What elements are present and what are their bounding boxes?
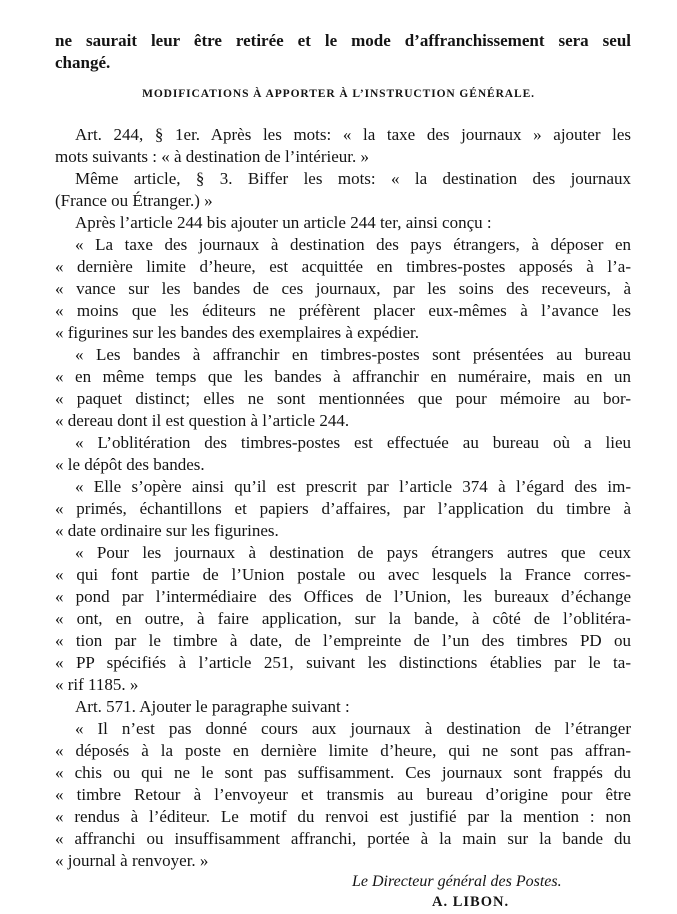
body-line: « PP spécifiés à l’article 251, suivant les distinctions établies par le ta-	[55, 653, 631, 672]
body-line: « dernière limite d’heure, est acquittée en timbres-postes apposés à l’a-	[55, 257, 631, 276]
body-line: « rif 1185. »	[55, 675, 139, 694]
body-line: « Pour les journaux à destination de pays étrangers autres que ceux	[75, 543, 631, 562]
body-line: « chis ou qui ne le sont pas suffisamment. Ces journaux sont frappés du	[55, 763, 631, 782]
body-line: Même article, § 3. Biffer les mots: « la destination des journaux	[75, 169, 631, 188]
body-line: Art. 244, § 1er. Après les mots: « la taxe des journaux » ajouter les	[75, 125, 631, 144]
body-line: « Les bandes à affranchir en timbres-postes sont présentées au bureau	[75, 345, 631, 364]
body-line: « rendus à l’éditeur. Le motif du renvoi est justifié par la mention : non	[55, 807, 631, 826]
body-line: Art. 571. Ajouter le paragraphe suivant :	[75, 697, 350, 716]
body-line: « ont, en outre, à faire application, sur la bande, à côté de l’oblitéra-	[55, 609, 631, 628]
body-line: « Elle s’opère ainsi qu’il est prescrit par l’article 374 à l’égard des im-	[75, 477, 631, 496]
body-line: « figurines sur les bandes des exemplaires à expédier.	[55, 323, 419, 342]
body-line: « La taxe des journaux à destination des pays étrangers, à déposer en	[75, 235, 631, 254]
body-line: « date ordinaire sur les figurines.	[55, 521, 279, 540]
body-line: mots suivants : « à destination de l’intérieur. »	[55, 147, 369, 166]
body-line: « dereau dont il est question à l’article 244.	[55, 411, 350, 430]
body-line: « tion par le timbre à date, de l’empreinte de l’un des timbres PD ou	[55, 631, 631, 650]
body-line: (France ou Étranger.) »	[55, 191, 213, 210]
intro-line: changé.	[55, 53, 111, 72]
signature-name: A. LIBON.	[432, 894, 510, 910]
body-line: « déposés à la poste en dernière limite d’heure, qui ne sont pas affran-	[55, 741, 631, 760]
body-line: « primés, échantillons et papiers d’affaires, par l’application du timbre à	[55, 499, 631, 518]
body-line: « en même temps que les bandes à affranchir en numéraire, mais en un	[55, 367, 631, 386]
body-line: « affranchi ou insuffisamment affranchi, portée à la main sur la bande du	[55, 829, 631, 848]
body-line: « qui font partie de l’Union postale ou avec lesquels la France corres-	[55, 565, 631, 584]
body-line: « timbre Retour à l’envoyeur et transmis au bureau d’origine pour être	[55, 785, 631, 804]
body-line: « moins que les éditeurs ne préfèrent placer eux-mêmes à l’avance les	[55, 301, 631, 320]
body-line: « L’oblitération des timbres-postes est effectuée au bureau où a lieu	[75, 433, 631, 452]
body-line: « vance sur les bandes de ces journaux, par les soins des receveurs, à	[55, 279, 631, 298]
body-line: Après l’article 244 bis ajouter un article 244 ter, ainsi conçu :	[75, 213, 492, 232]
body-line: « paquet distinct; elles ne sont mentionnées que pour mémoire au bor-	[55, 389, 631, 408]
intro-line: ne saurait leur être retirée et le mode d’affranchissement sera seul	[55, 31, 631, 50]
body-line: « pond par l’intermédiaire des Offices de l’Union, les bureaux d’échange	[55, 587, 631, 606]
body-line: « le dépôt des bandes.	[55, 455, 205, 474]
signature-title: Le Directeur général des Postes.	[352, 873, 562, 890]
body-line: « Il n’est pas donné cours aux journaux à destination de l’étranger	[75, 719, 631, 738]
section-heading: MODIFICATIONS À APPORTER À L’INSTRUCTION GÉNÉRALE.	[142, 88, 535, 100]
body-line: « journal à renvoyer. »	[55, 851, 209, 870]
